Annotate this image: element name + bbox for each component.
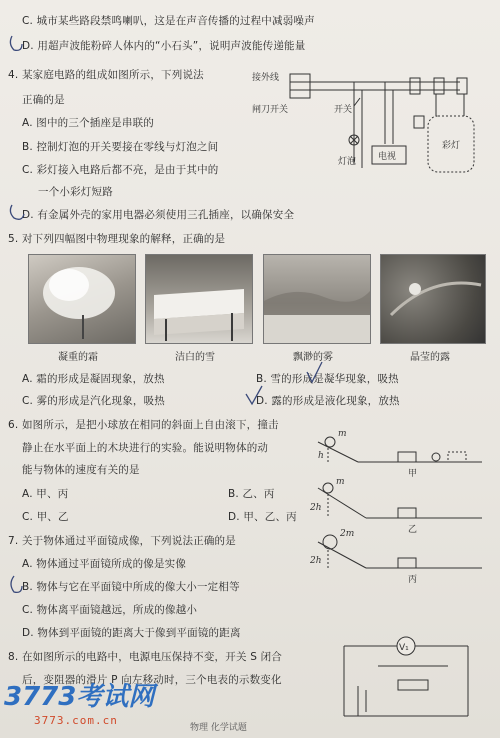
label-bing: 丙 [408,575,418,585]
label-jia: 甲 [408,469,418,479]
q6-option-b: B. 乙、丙 [228,488,275,500]
q4-option-d: D. 有金属外壳的家用电器必须使用三孔插座，以确保安全 [22,209,295,221]
label-jia-mass: m [338,429,347,439]
label-tv: 电视 [378,152,397,162]
q6-stem-line3: 能与物体的速度有关的是 [22,464,140,476]
q6-option-c: C. 甲、乙 [22,511,69,523]
q4-option-c-line2: 一个小彩灯短路 [38,186,113,198]
q5-stem: 5. 对下列四幅图中物理现象的解释，正确的是 [8,233,226,245]
label-switch: 开关 [334,105,353,115]
label-bing-height: 2h [310,556,322,566]
page-footer: 物理 化学试题 [190,723,247,733]
q7-option-d: D. 物体到平面镜的距离大于像到平面镜的距离 [22,627,241,639]
meter-v1-label: V₁ [399,643,409,653]
q7-option-b: B. 物体与它在平面镜中所成的像大小一定相等 [22,581,240,593]
caption-dew: 晶莹的露 [410,352,450,363]
option-c-prev: C. 城市某些路段禁鸣喇叭，这是在声音传播的过程中减弱噪声 [22,15,315,27]
handwritten-check-q5b [307,362,322,382]
caption-fog: 飘渺的雾 [293,352,333,363]
q4-stem-line1: 4. 某家庭电路的组成如图所示，下列说法 [8,69,204,81]
label-incoming: 接外线 [252,73,280,83]
watermark-logo: 3773考试网 [4,682,155,712]
q8-stem-line2: 后，变阻器的滑片 P 向左移动时，三个电表的示数变化 [22,674,282,686]
handwritten-circle-prev-d [10,36,22,50]
q6-option-d: D. 甲、乙、丙 [228,511,297,523]
option-d-prev: D. 用超声波能粉碎人体内的“小石头”，说明声波能传递能量 [22,40,306,52]
q7-option-a: A. 物体通过平面镜所成的像是实像 [22,558,187,570]
q4-option-a: A. 图中的三个插座是串联的 [22,117,154,129]
caption-frost: 凝重的霜 [58,352,98,363]
handwritten-check-q4 [10,205,24,219]
label-yi: 乙 [408,525,418,535]
q6-option-a: A. 甲、丙 [22,488,69,500]
site-watermark [4,676,179,738]
q7-option-c: C. 物体离平面镜越远，所成的像越小 [22,604,198,616]
q8-stem-line1: 8. 在如图所示的电路中，电源电压保持不变，开关 S 闭合 [8,651,282,663]
q4-option-c-line1: C. 彩灯接入电路后都不亮，是由于其中的 [22,164,219,176]
q4-stem-line2: 正确的是 [22,94,65,106]
q6-stem-line2: 静止在水平面上的木块进行的实验。能说明物体的动 [22,442,269,454]
q5-option-a: A. 霜的形成是凝固现象，放热 [22,373,165,385]
caption-snow: 洁白的雪 [175,352,215,363]
q5-option-d: D. 露的形成是液化现象，放热 [256,395,400,407]
q4-option-b: B. 控制灯泡的开关要接在零线与灯泡之间 [22,141,219,153]
handwritten-check-q5d [246,386,262,404]
q7-stem: 7. 关于物体通过平面镜成像，下列说法正确的是 [8,535,236,547]
label-bulb: 灯泡 [338,157,357,167]
handwritten-circle-q7b [11,576,22,592]
label-string-lights: 彩灯 [442,141,461,151]
label-jia-height: h [318,451,324,461]
q5-option-c: C. 雾的形成是汽化现象，吸热 [22,395,166,407]
label-yi-mass: m [336,477,345,487]
label-bing-mass: 2m [340,529,355,539]
label-yi-height: 2h [310,503,322,513]
label-knife-switch: 闸刀开关 [252,105,289,115]
watermark-url: 3773.com.cn [34,714,118,727]
q6-stem-line1: 6. 如图所示，是把小球放在相同的斜面上自由滚下，撞击 [8,419,279,431]
q5-option-b: B. 雪的形成是凝华现象，吸热 [256,373,399,385]
